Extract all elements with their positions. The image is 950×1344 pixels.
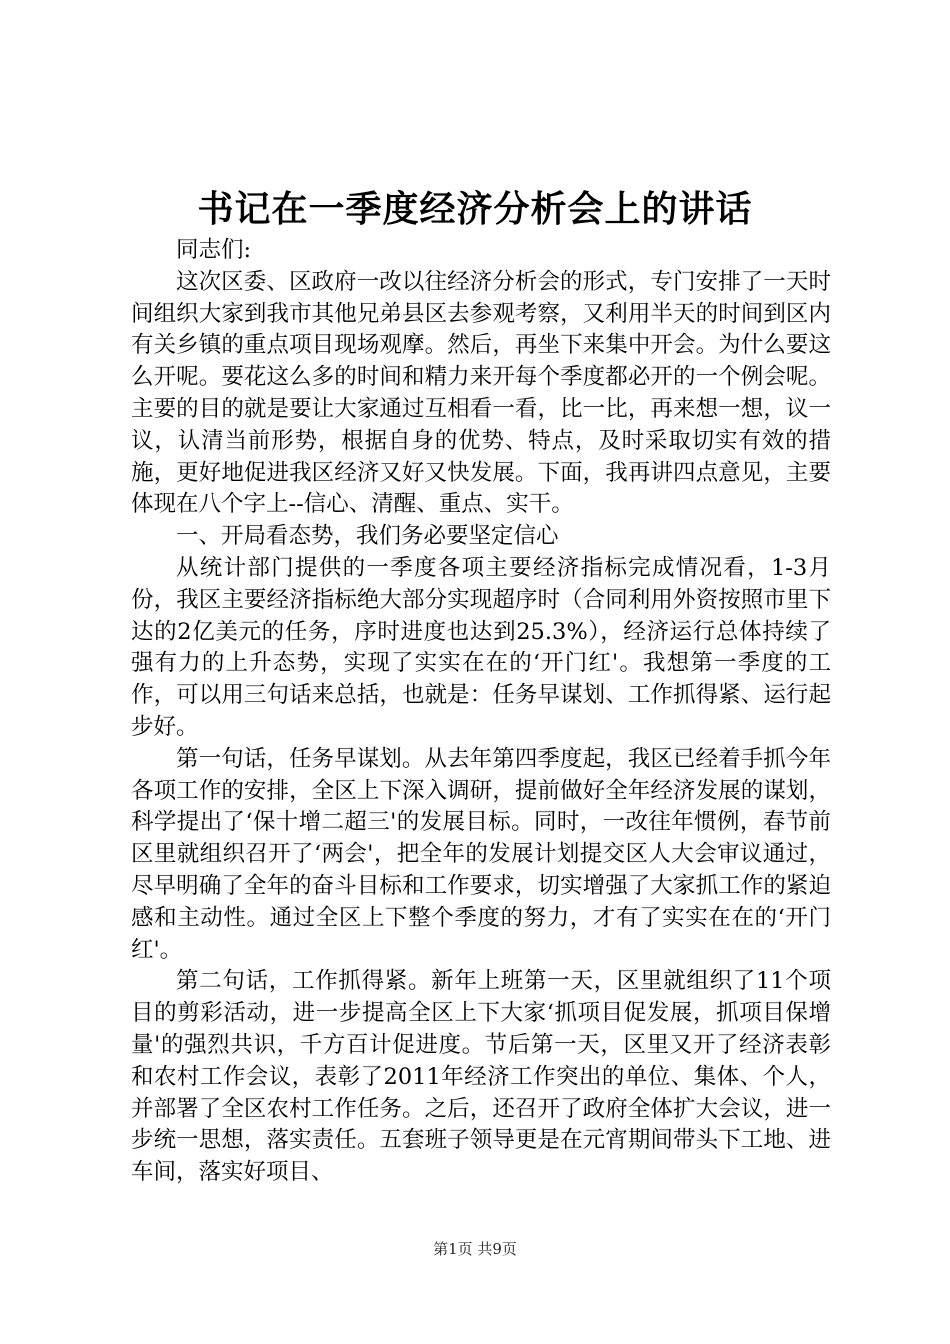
document-title: 书记在一季度经济分析会上的讲话 bbox=[197, 188, 753, 230]
body-paragraph: 从统计部门提供的一季度各项主要经济指标完成情况看，1-3月份，我区主要经济指标绝大部分实现超序时（合同利用外资按照市里下达的2亿美元的任务，序时进度也达到25.3%），经济运行总体持续了强有力的上升态势，实现了实实在在的‘开门红'。我想第一季度的工作，可以用三句话来总括，也就是：任务早谋划、工作抓得紧、运行起步好。 bbox=[131, 554, 831, 740]
section-heading: 一、开局看态势，我们务必要坚定信心 bbox=[176, 523, 559, 550]
page-number: 第1页 共9页 bbox=[433, 1240, 517, 1258]
intro-paragraph: 这次区委、区政府一改以往经济分析会的形式，专门安排了一天时间组织大家到我市其他兄弟县区去参观考察，又利用半天的时间到区内有关乡镇的重点项目现场观摩。然后，再坐下来集中开会。为什么要这么开呢。要花这么多的时间和精力来开每个季度都必开的一个例会呢。主要的目的就是要让大家通过互相看一看，比一比，再来想一想，议一议，认清当前形势，根据自身的优势、特点，及时采取切实有效的措施，更好地促进我区经济又好又快发展。下面，我再讲四点意见，主要体现在八个字上--信心、清醒、重点、实干。 bbox=[131, 268, 831, 518]
document-body bbox=[131, 235, 831, 1189]
body-paragraph: 第一句话，任务早谋划。从去年第四季度起，我区已经着手抓今年各项工作的安排，全区上下深入调研，提前做好全年经济发展的谋划，科学提出了‘保十增二超三'的发展目标。同时，一改往年惯例，春节前区里就组织召开了‘两会'，把全年的发展计划提交区人大会审议通过，尽早明确了全年的奋斗目标和工作要求，切实增强了大家抓工作的紧迫感和主动性。通过全区上下整个季度的努力，才有了实实在在的‘开门红'。 bbox=[131, 745, 831, 963]
body-paragraph: 第二句话，工作抓得紧。新年上班第一天，区里就组织了11个项目的剪彩活动，进一步提高全区上下大家‘抓项目促发展，抓项目保增量'的强烈共识，千方百计促进度。节后第一天，区里又开了经济表彰和农村工作会议，表彰了2011年经济工作突出的单位、集体、个人，并部署了全区农村工作任务。之后，还召开了政府全体扩大会议，进一步统一思想，落实责任。五套班子领导更是在元宵期间带头下工地、进车间，落实好项目、 bbox=[131, 968, 831, 1186]
salutation-paragraph: 同志们: bbox=[176, 237, 252, 263]
